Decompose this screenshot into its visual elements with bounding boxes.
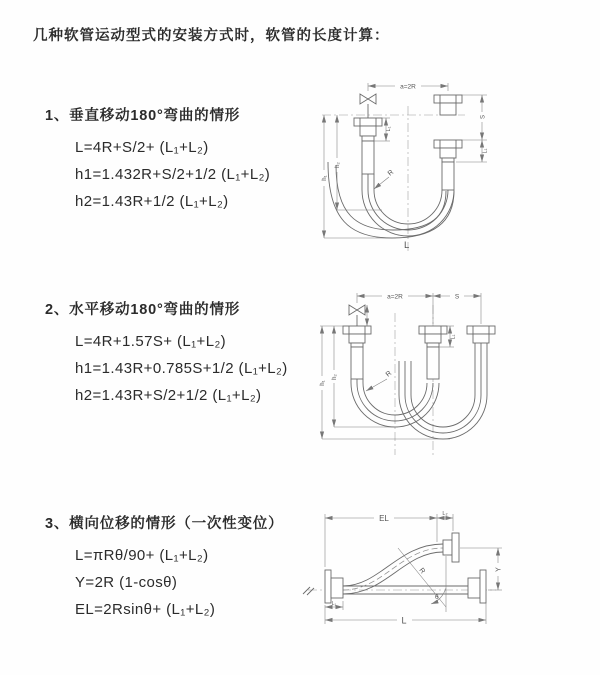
formula-line: L=4R+S/2+ (L₁+L₂)	[75, 139, 209, 156]
diagram-horizontal-180-bend	[310, 283, 600, 463]
formula-list	[45, 328, 288, 409]
flange-fitting	[468, 570, 486, 603]
braided-hose	[427, 347, 439, 379]
angle-construction	[398, 548, 446, 612]
dim-label-a2r: a=2R	[387, 293, 403, 301]
section-heading: 2、水平移动180°弯曲的情形	[45, 302, 241, 318]
dim-label-l1-left: L₁	[386, 126, 392, 132]
valve-icon	[349, 305, 365, 326]
dim-label-el: EL	[379, 514, 389, 523]
hose-curves	[351, 343, 487, 439]
dim-label-l1: L₁	[450, 334, 457, 340]
formula-line: h1=1.43R+0.785S+1/2 (L₁+L₂)	[75, 360, 288, 377]
section-3	[45, 514, 283, 623]
dim-label-l2: L₂	[442, 511, 448, 517]
formula-line: h1=1.432R+S/2+1/2 (L₁+L₂)	[75, 166, 271, 183]
braided-hose	[351, 347, 363, 379]
dim-label-s: S	[480, 114, 487, 120]
dim-label-y: Y	[495, 567, 503, 572]
formula-line: L=πRθ/90+ (L₁+L₂)	[75, 547, 209, 564]
dim-label-h2: h₂	[335, 162, 341, 168]
section-heading: 3、横向位移的情形（一次性变位）	[45, 516, 284, 532]
diagram-lateral-displacement	[300, 500, 600, 665]
flange-fitting	[434, 95, 462, 190]
dim-label-h1: h₁	[320, 380, 326, 386]
dimension-lines	[320, 293, 481, 439]
dim-label-a2r: a=2R	[400, 83, 416, 91]
section-1	[45, 106, 270, 215]
flange-fitting	[343, 326, 371, 379]
dimension-lines	[325, 511, 503, 626]
dim-label-l: L	[404, 240, 410, 251]
flange-fitting	[354, 118, 382, 174]
formula-line: EL=2Rsinθ+ (L₁+L₂)	[75, 601, 216, 618]
dimension-lines	[322, 83, 489, 251]
formula-line: Y=2R (1-cosθ)	[75, 574, 178, 591]
braided-hose	[362, 141, 374, 174]
dim-label-r: R	[386, 168, 396, 178]
page-title: 几种软管运动型式的安装方式时，软管的长度计算：	[33, 28, 390, 44]
formula-list	[45, 134, 270, 215]
formula-line: h2=1.43R+1/2 (L₁+L₂)	[75, 193, 229, 210]
formula-line: L=4R+1.57S+ (L₁+L₂)	[75, 333, 227, 350]
section-2	[45, 300, 288, 409]
valve-icon	[360, 94, 376, 118]
section-heading: 1、垂直移动180°弯曲的情形	[45, 108, 241, 124]
dim-label-l: L	[401, 615, 407, 626]
dim-label-s: S	[454, 293, 460, 301]
braided-hose	[442, 162, 454, 190]
dim-label-theta: θ	[435, 594, 439, 601]
flange-fitting	[325, 570, 343, 603]
dim-label-h2: h₂	[332, 374, 338, 380]
dim-label-l1: L₁	[482, 148, 489, 154]
dim-label-h1: h₁	[322, 175, 328, 181]
break-mark	[303, 587, 314, 595]
hose-displaced-position	[343, 544, 443, 594]
flange-fitting	[467, 326, 495, 343]
flange-fitting	[443, 533, 459, 562]
dim-label-r: R	[417, 566, 427, 576]
dim-label-l1: L₁	[331, 601, 337, 607]
formula-line: h2=1.43R+S/2+1/2 (L₁+L₂)	[75, 387, 262, 404]
flange-fitting	[419, 326, 447, 379]
formula-list	[45, 542, 283, 623]
dim-label-r: R	[384, 369, 394, 379]
diagram-vertical-180-bend	[310, 70, 600, 260]
